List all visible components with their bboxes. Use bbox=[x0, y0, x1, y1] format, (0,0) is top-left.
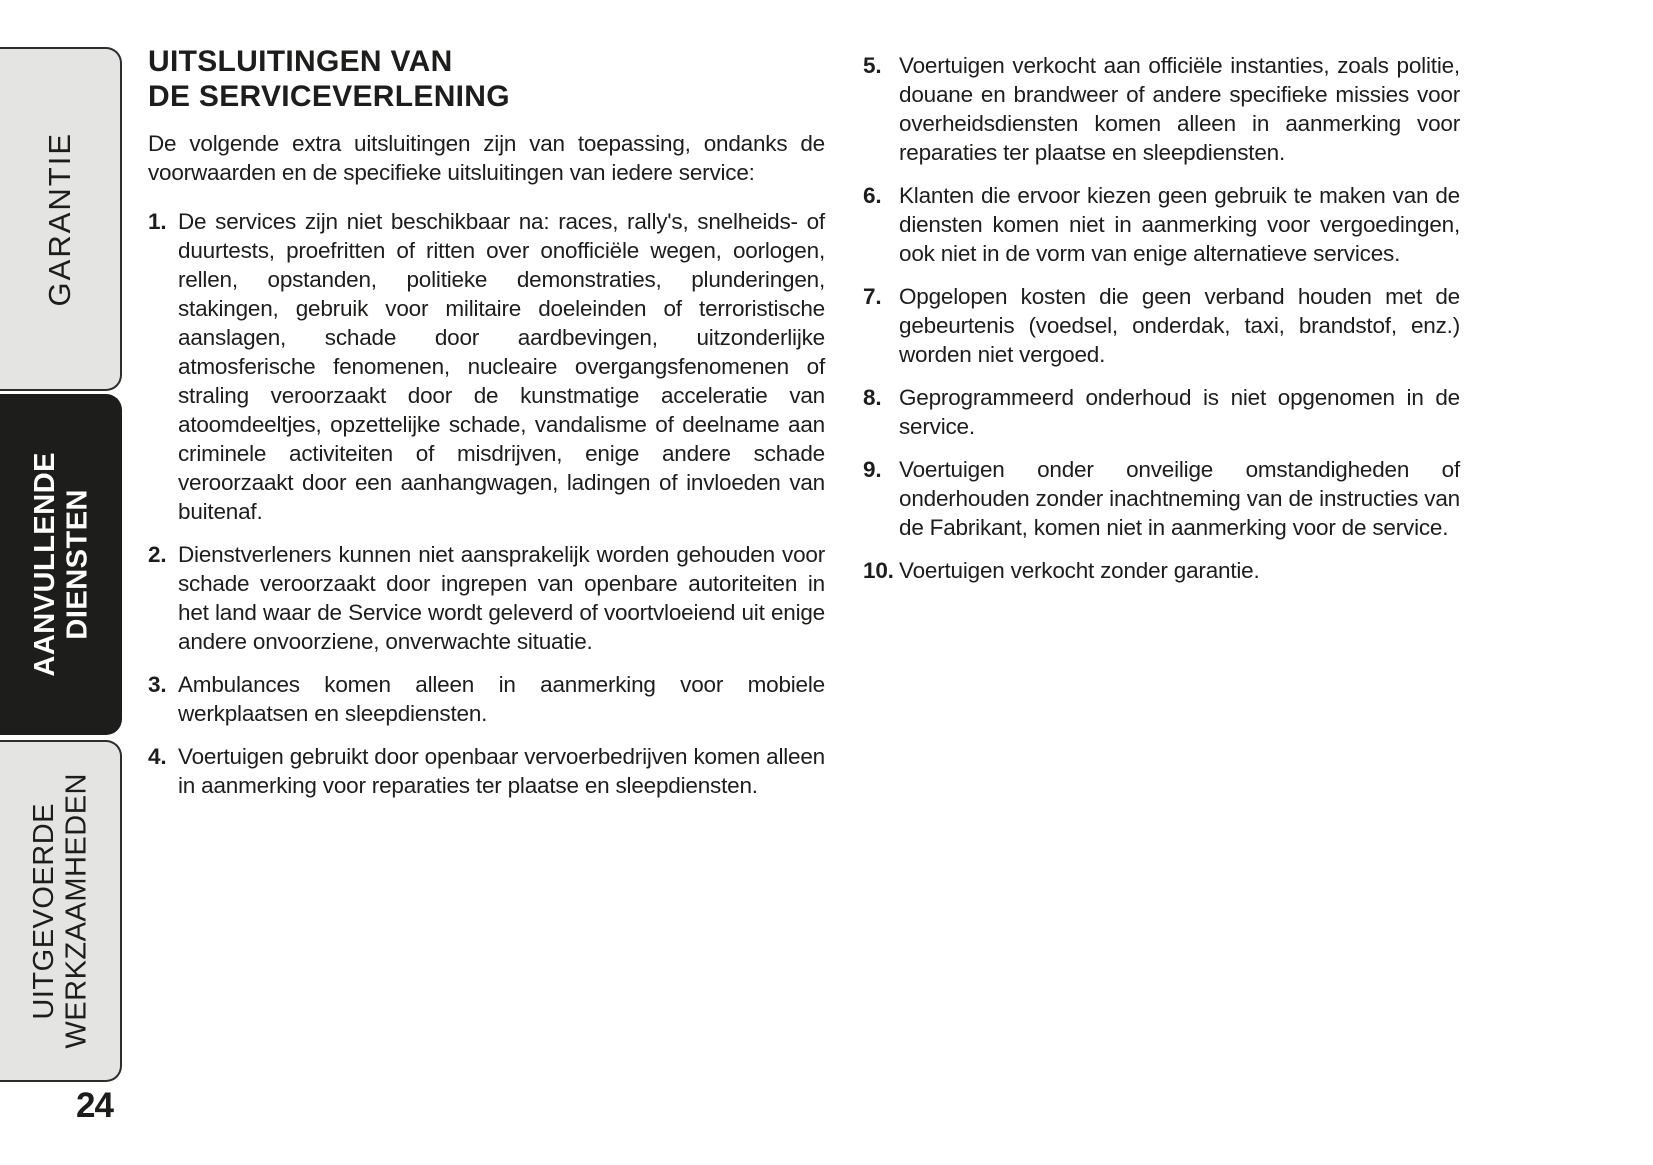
item-number: 6. bbox=[863, 183, 882, 208]
list-item bbox=[863, 51, 1460, 167]
list-item bbox=[863, 556, 1460, 585]
item-text: Voertuigen onder onveilige omstandigheden of onderhouden zonder inachtneming van de instructies van de Fabrikant, komen niet in aanmerking voor de service. bbox=[899, 457, 1460, 540]
sidebar-tab-aanvullende-diensten bbox=[0, 394, 122, 735]
item-number: 8. bbox=[863, 385, 882, 410]
list-item bbox=[148, 670, 825, 728]
sidebar-tab-aanvullende-diensten-label bbox=[29, 452, 94, 677]
page-number: 24 bbox=[76, 1086, 113, 1125]
item-number: 10. bbox=[863, 558, 894, 583]
item-number: 7. bbox=[863, 284, 882, 309]
tab-label-line: DIENSTEN bbox=[61, 489, 93, 640]
list-item bbox=[148, 540, 825, 656]
section-heading-line2: DE SERVICEVERLENING bbox=[148, 80, 510, 113]
item-number: 9. bbox=[863, 457, 882, 482]
list-item bbox=[863, 455, 1460, 542]
item-text: Voertuigen gebruikt door openbaar vervoerbedrijven komen alleen in aanmerking voor reparaties ter plaatse en sleepdiensten. bbox=[178, 744, 825, 798]
right-column bbox=[863, 44, 1460, 814]
item-number: 5. bbox=[863, 53, 882, 78]
sidebar-tab-uitgevoerde-werkzaamheden-label bbox=[28, 773, 93, 1049]
sidebar-tab-garantie bbox=[0, 47, 122, 391]
item-number: 1. bbox=[148, 209, 167, 234]
sidebar-tab-garantie-label bbox=[43, 132, 78, 306]
list-item bbox=[863, 383, 1460, 441]
item-text: Klanten die ervoor kiezen geen gebruik te maken van de diensten komen niet in aanmerking voor vergoedingen, ook niet in de vorm van enige alternatieve services. bbox=[899, 183, 1460, 266]
list-item bbox=[863, 181, 1460, 268]
tab-label-line: AANVULLENDE bbox=[28, 452, 61, 677]
tab-label-line: WERKZAAMHEDEN bbox=[60, 773, 92, 1049]
page-content bbox=[148, 44, 1460, 814]
left-column bbox=[148, 44, 825, 814]
section-heading-line1: UITSLUITINGEN VAN bbox=[148, 45, 453, 78]
item-number: 3. bbox=[148, 672, 167, 697]
section-heading bbox=[148, 44, 825, 114]
item-number: 2. bbox=[148, 542, 167, 567]
list-item bbox=[148, 207, 825, 526]
item-text: Ambulances komen alleen in aanmerking voor mobiele werkplaatsen en sleepdiensten. bbox=[178, 672, 825, 726]
tab-label-line: UITGEVOERDE bbox=[27, 802, 60, 1020]
list-item bbox=[863, 282, 1460, 369]
item-number: 4. bbox=[148, 744, 167, 769]
sidebar-tab-uitgevoerde-werkzaamheden bbox=[0, 740, 122, 1082]
item-text: De services zijn niet beschikbaar na: races, rally's, snelheids- of duurtests, proefritten of ritten over onofficiële wegen, oorlogen, rellen, opstanden, politieke demonstraties, plunderingen, stakingen, gebruik voor militaire doeleinden of terroristische aanslagen, schade door aardbevingen, uitzonderlijke atmosferische fenomenen, nucleaire overgangsfenomenen of straling veroorzaakt door de kunstmatige acceleratie van atoomdeeltjes, opzettelijke schade, vandalisme of deelname aan criminele activiteiten of misdrijven, enige andere schade veroorzaakt door een aanhangwagen, ladingen of invloeden van buitenaf. bbox=[178, 209, 825, 524]
tab-label-line: GARANTIE bbox=[41, 131, 77, 307]
item-text: Geprogrammeerd onderhoud is niet opgenomen in de service. bbox=[899, 385, 1460, 439]
list-item bbox=[148, 742, 825, 800]
item-text: Opgelopen kosten die geen verband houden met de gebeurtenis (voedsel, onderdak, taxi, brandstof, enz.) worden niet vergoed. bbox=[899, 284, 1460, 367]
item-text: Dienstverleners kunnen niet aansprakelijk worden gehouden voor schade veroorzaakt door ingrepen van openbare autoriteiten in het land waar de Service wordt geleverd of voortvloeiend uit enige andere onvoorziene, onverwachte situatie. bbox=[178, 542, 825, 654]
item-text: Voertuigen verkocht zonder garantie. bbox=[899, 558, 1260, 583]
intro-paragraph: De volgende extra uitsluitingen zijn van toepassing, ondanks de voorwaarden en de specifieke uitsluitingen van iedere service: bbox=[148, 131, 825, 185]
item-text: Voertuigen verkocht aan officiële instanties, zoals politie, douane en brandweer of andere specifieke missies voor overheidsdiensten komen alleen in aanmerking voor reparaties ter plaatse en sleepdiensten. bbox=[899, 53, 1460, 165]
